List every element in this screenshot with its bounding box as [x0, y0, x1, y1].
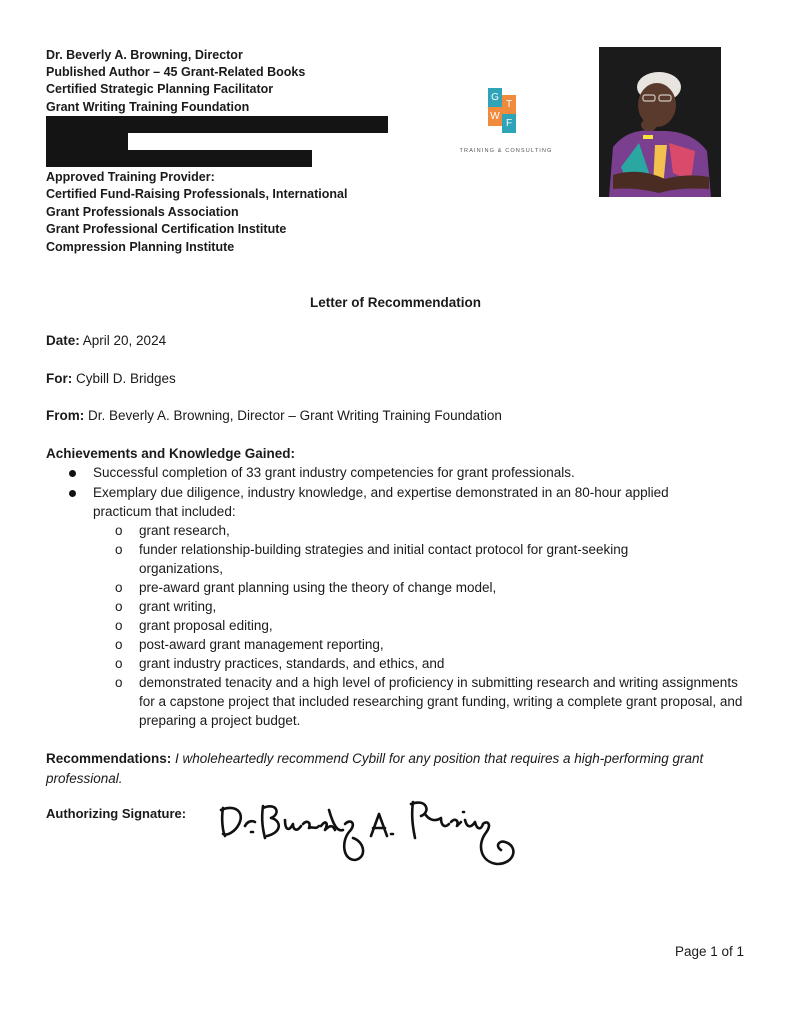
signature-label: Authorizing Signature:	[46, 806, 187, 821]
recommendations-label: Recommendations:	[46, 751, 172, 766]
bullet-dot-icon	[69, 470, 76, 477]
sub-marker: o	[115, 523, 123, 538]
header-line-author: Published Author – 45 Grant-Related Books	[46, 65, 306, 80]
sub-list-item	[115, 617, 739, 636]
letter-title: Letter of Recommendation	[309, 295, 482, 310]
for-line	[46, 371, 176, 386]
sub-item-text: grant writing,	[139, 599, 217, 614]
author-portrait-photo	[599, 47, 721, 197]
provider-line: Grant Professional Certification Institute	[46, 222, 287, 237]
page-number: Page 1 of 1	[674, 944, 744, 959]
recommendations-text: I wholeheartedly recommend Cybill for any position that requires a high-performing grant professional.	[46, 751, 704, 786]
sub-item-text: grant proposal editing,	[139, 618, 273, 633]
sub-list-item	[115, 579, 739, 598]
sub-item-text: grant industry practices, standards, and ethics, and	[139, 656, 445, 671]
author-header	[46, 47, 305, 116]
redaction-bar	[46, 150, 312, 167]
logo-tile-t: T	[502, 95, 516, 114]
logo-tagline: TRAINING & CONSULTING	[459, 148, 553, 154]
achievements-heading: Achievements and Knowledge Gained:	[46, 446, 296, 461]
gtwf-logo	[458, 88, 554, 160]
header-line-foundation: Grant Writing Training Foundation	[46, 99, 250, 114]
bullet-dot-icon	[69, 490, 76, 497]
sub-list-item	[115, 541, 679, 579]
from-line	[46, 408, 502, 423]
logo-tile-w: W	[488, 107, 502, 126]
sub-item-text: pre-award grant planning using the theory of change model,	[139, 580, 497, 595]
for-value: Cybill D. Bridges	[72, 371, 176, 386]
sub-marker: o	[115, 637, 123, 652]
logo-tile-f: F	[502, 114, 516, 133]
recommendations-paragraph	[46, 749, 746, 788]
sub-item-text: post-award grant management reporting,	[139, 637, 384, 652]
bullet-text: Successful completion of 33 grant industry competencies for grant professionals.	[93, 465, 575, 480]
provider-heading: Approved Training Provider:	[46, 170, 215, 184]
sub-marker: o	[115, 599, 123, 614]
sub-marker: o	[115, 618, 123, 633]
sub-list-item	[115, 674, 744, 730]
date-label: Date:	[46, 333, 80, 348]
sub-marker: o	[115, 542, 123, 557]
sub-marker: o	[115, 656, 123, 671]
sub-item-text: funder relationship-building strategies and initial contact protocol for grant-seeking organizations,	[139, 542, 629, 576]
sub-list-item	[115, 655, 739, 674]
provider-line: Grant Professionals Association	[46, 204, 239, 219]
for-label: For:	[46, 371, 73, 386]
sub-list-item	[115, 598, 739, 617]
handwritten-signature	[215, 790, 535, 882]
provider-line: Certified Fund-Raising Professionals, International	[46, 187, 348, 202]
date-value: April 20, 2024	[79, 333, 167, 348]
sub-marker: o	[115, 675, 123, 690]
redaction-bar	[46, 116, 388, 133]
redaction-bar	[46, 133, 128, 150]
logo-tile-g: G	[488, 88, 502, 107]
sub-item-text: grant research,	[139, 523, 230, 538]
date-line	[46, 333, 166, 348]
sub-list-item	[115, 522, 739, 541]
header-line-facilitator: Certified Strategic Planning Facilitator	[46, 82, 274, 97]
provider-line: Compression Planning Institute	[46, 239, 235, 254]
bullet-text: Exemplary due diligence, industry knowledge, and expertise demonstrated in an 80-hour applied	[93, 485, 669, 500]
from-value: Dr. Beverly A. Browning, Director – Grant Writing Training Foundation	[84, 408, 502, 423]
sub-item-text: demonstrated tenacity and a high level of proficiency in submitting research and writing assignments for a capstone project that included researching grant funding, writing a complete grant proposal, and preparing a project budget.	[139, 675, 743, 728]
provider-block	[46, 169, 347, 256]
sub-list-item	[115, 636, 739, 655]
sub-marker: o	[115, 580, 123, 595]
header-line-name: Dr. Beverly A. Browning, Director	[46, 48, 243, 62]
signature-image	[215, 790, 535, 882]
bullet-continuation: practicum that included:	[93, 504, 236, 519]
from-label: From:	[46, 408, 85, 423]
bullet-item	[93, 484, 669, 503]
portrait-illustration	[599, 47, 721, 197]
bullet-item	[93, 464, 575, 483]
